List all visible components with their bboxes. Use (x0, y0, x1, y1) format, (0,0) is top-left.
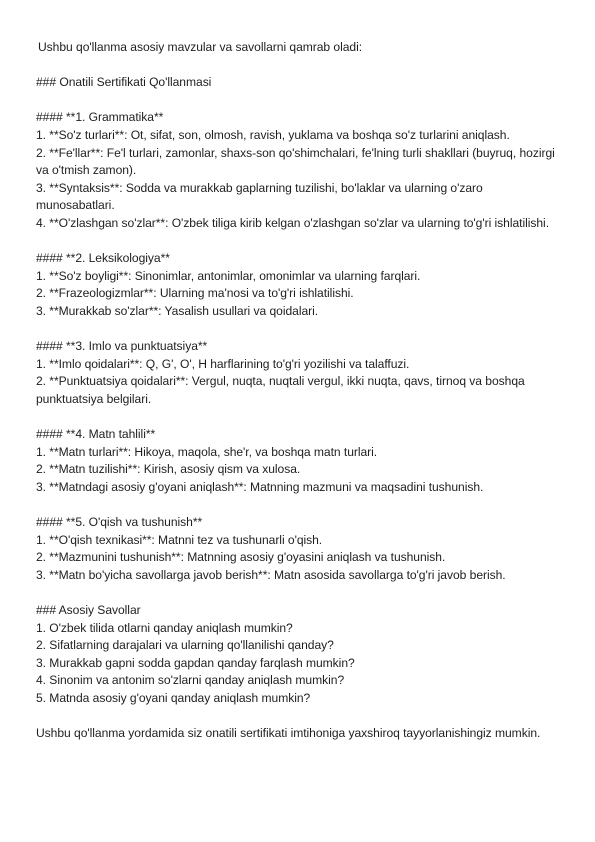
question-item: 3. Murakkab gapni sodda gapdan qanday farqlash mumkin? (36, 655, 355, 670)
section-line: 2. **Mazmunini tushunish**: Matnning asosiy g'oyasini aniqlash va tushunish. (36, 550, 446, 565)
section-line: va o'tmish zamon). (36, 163, 137, 178)
section-leksikologiya (36, 250, 565, 320)
section-heading: #### **3. Imlo va punktuatsiya** (36, 339, 208, 354)
section-line: 2. **Frazeologizmlar**: Ularning ma'nosi va to'g'ri ishlatilishi. (36, 286, 354, 301)
blank-line (36, 496, 565, 514)
section-line: 2. **Punktuatsiya qoidalari**: Vergul, nuqta, nuqtali vergul, ikki nuqta, qavs, tirnoq va boshqa (36, 374, 525, 389)
blank-line (36, 57, 565, 75)
blank-line (36, 92, 565, 110)
document-body (36, 39, 565, 743)
section-imlo-punktuatsiya (36, 338, 565, 408)
intro-text: Ushbu qo'llanma asosiy mavzular va savollarni qamrab oladi: (38, 40, 363, 54)
question-item: 4. Sinonim va antonim so'zlarni qanday aniqlash mumkin? (36, 673, 345, 688)
blank-line (36, 408, 565, 426)
closing-text: Ushbu qo'llanma yordamida siz onatili sertifikati imtihoniga yaxshiroq tayyorlanishingiz mumkin. (36, 726, 541, 741)
section-line: 1. **So'z boyligi**: Sinonimlar, antonimlar, omonimlar va ularning farqlari. (36, 268, 421, 283)
blank-line (36, 584, 565, 602)
section-heading: #### **5. O'qish va tushunish** (36, 515, 203, 530)
blank-line (36, 321, 565, 339)
section-heading: #### **2. Leksikologiya** (36, 251, 170, 266)
question-item: 1. O'zbek tilida otlarni qanday aniqlash mumkin? (36, 620, 293, 635)
section-line: 2. **Matn tuzilishi**: Kirish, asosiy qism va xulosa. (36, 462, 301, 477)
section-line: 1. **O'qish texnikasi**: Matnni tez va tushunarli o'qish. (36, 532, 323, 547)
section-line: 1. **Matn turlari**: Hikoya, maqola, she'r, va boshqa matn turlari. (36, 444, 378, 459)
question-item: 5. Matnda asosiy g'oyani qanday aniqlash mumkin? (36, 690, 311, 705)
blank-line (36, 233, 565, 251)
section-line: punktuatsiya belgilari. (36, 391, 152, 406)
section-oqish-tushunish (36, 514, 565, 584)
section-line: 3. **Syntaksis**: Sodda va murakkab gaplarning tuzilishi, bo'laklar va ularning o'zaro (36, 180, 483, 195)
questions-heading: ### Asosiy Savollar (36, 603, 141, 617)
blank-line (36, 708, 565, 726)
document-title: ### Onatili Sertifikati Qo'llanmasi (36, 75, 212, 90)
section-line: 4. **O'zlashgan so'zlar**: O'zbek tiliga kirib kelgan o'zlashgan so'zlar va ularning to'g'ri ishlatilishi. (36, 215, 550, 230)
section-line: 3. **Murakkab so'zlar**: Yasalish usullari va qoidalari. (36, 303, 319, 318)
section-grammatika (36, 109, 565, 232)
question-item: 2. Sifatlarning darajalari va ularning qo'llanilishi qanday? (36, 638, 334, 653)
section-line: 1. **So'z turlari**: Ot, sifat, son, olmosh, ravish, yuklama va boshqa so'z turlarini aniqlash. (36, 127, 510, 142)
section-matn-tahlili (36, 426, 565, 496)
section-heading: #### **4. Matn tahlili** (36, 427, 156, 442)
section-heading: #### **1. Grammatika** (36, 110, 164, 125)
section-line: munosabatlari. (36, 198, 115, 213)
section-asosiy-savollar (36, 602, 565, 708)
section-line: 1. **Imlo qoidalari**: Q, G', O', H harflarining to'g'ri yozilishi va talaffuzi. (36, 356, 410, 371)
section-line: 2. **Fe'llar**: Fe'l turlari, zamonlar, shaxs-son qo'shimchalari, fe'lning turli shakllari (buyruq, hozirgi (36, 145, 555, 160)
section-line: 3. **Matn bo'yicha savollarga javob berish**: Matn asosida savollarga to'g'ri javob berish. (36, 567, 506, 582)
section-line: 3. **Matndagi asosiy g'oyani aniqlash**: Matnning mazmuni va maqsadini tushunish. (36, 479, 484, 494)
